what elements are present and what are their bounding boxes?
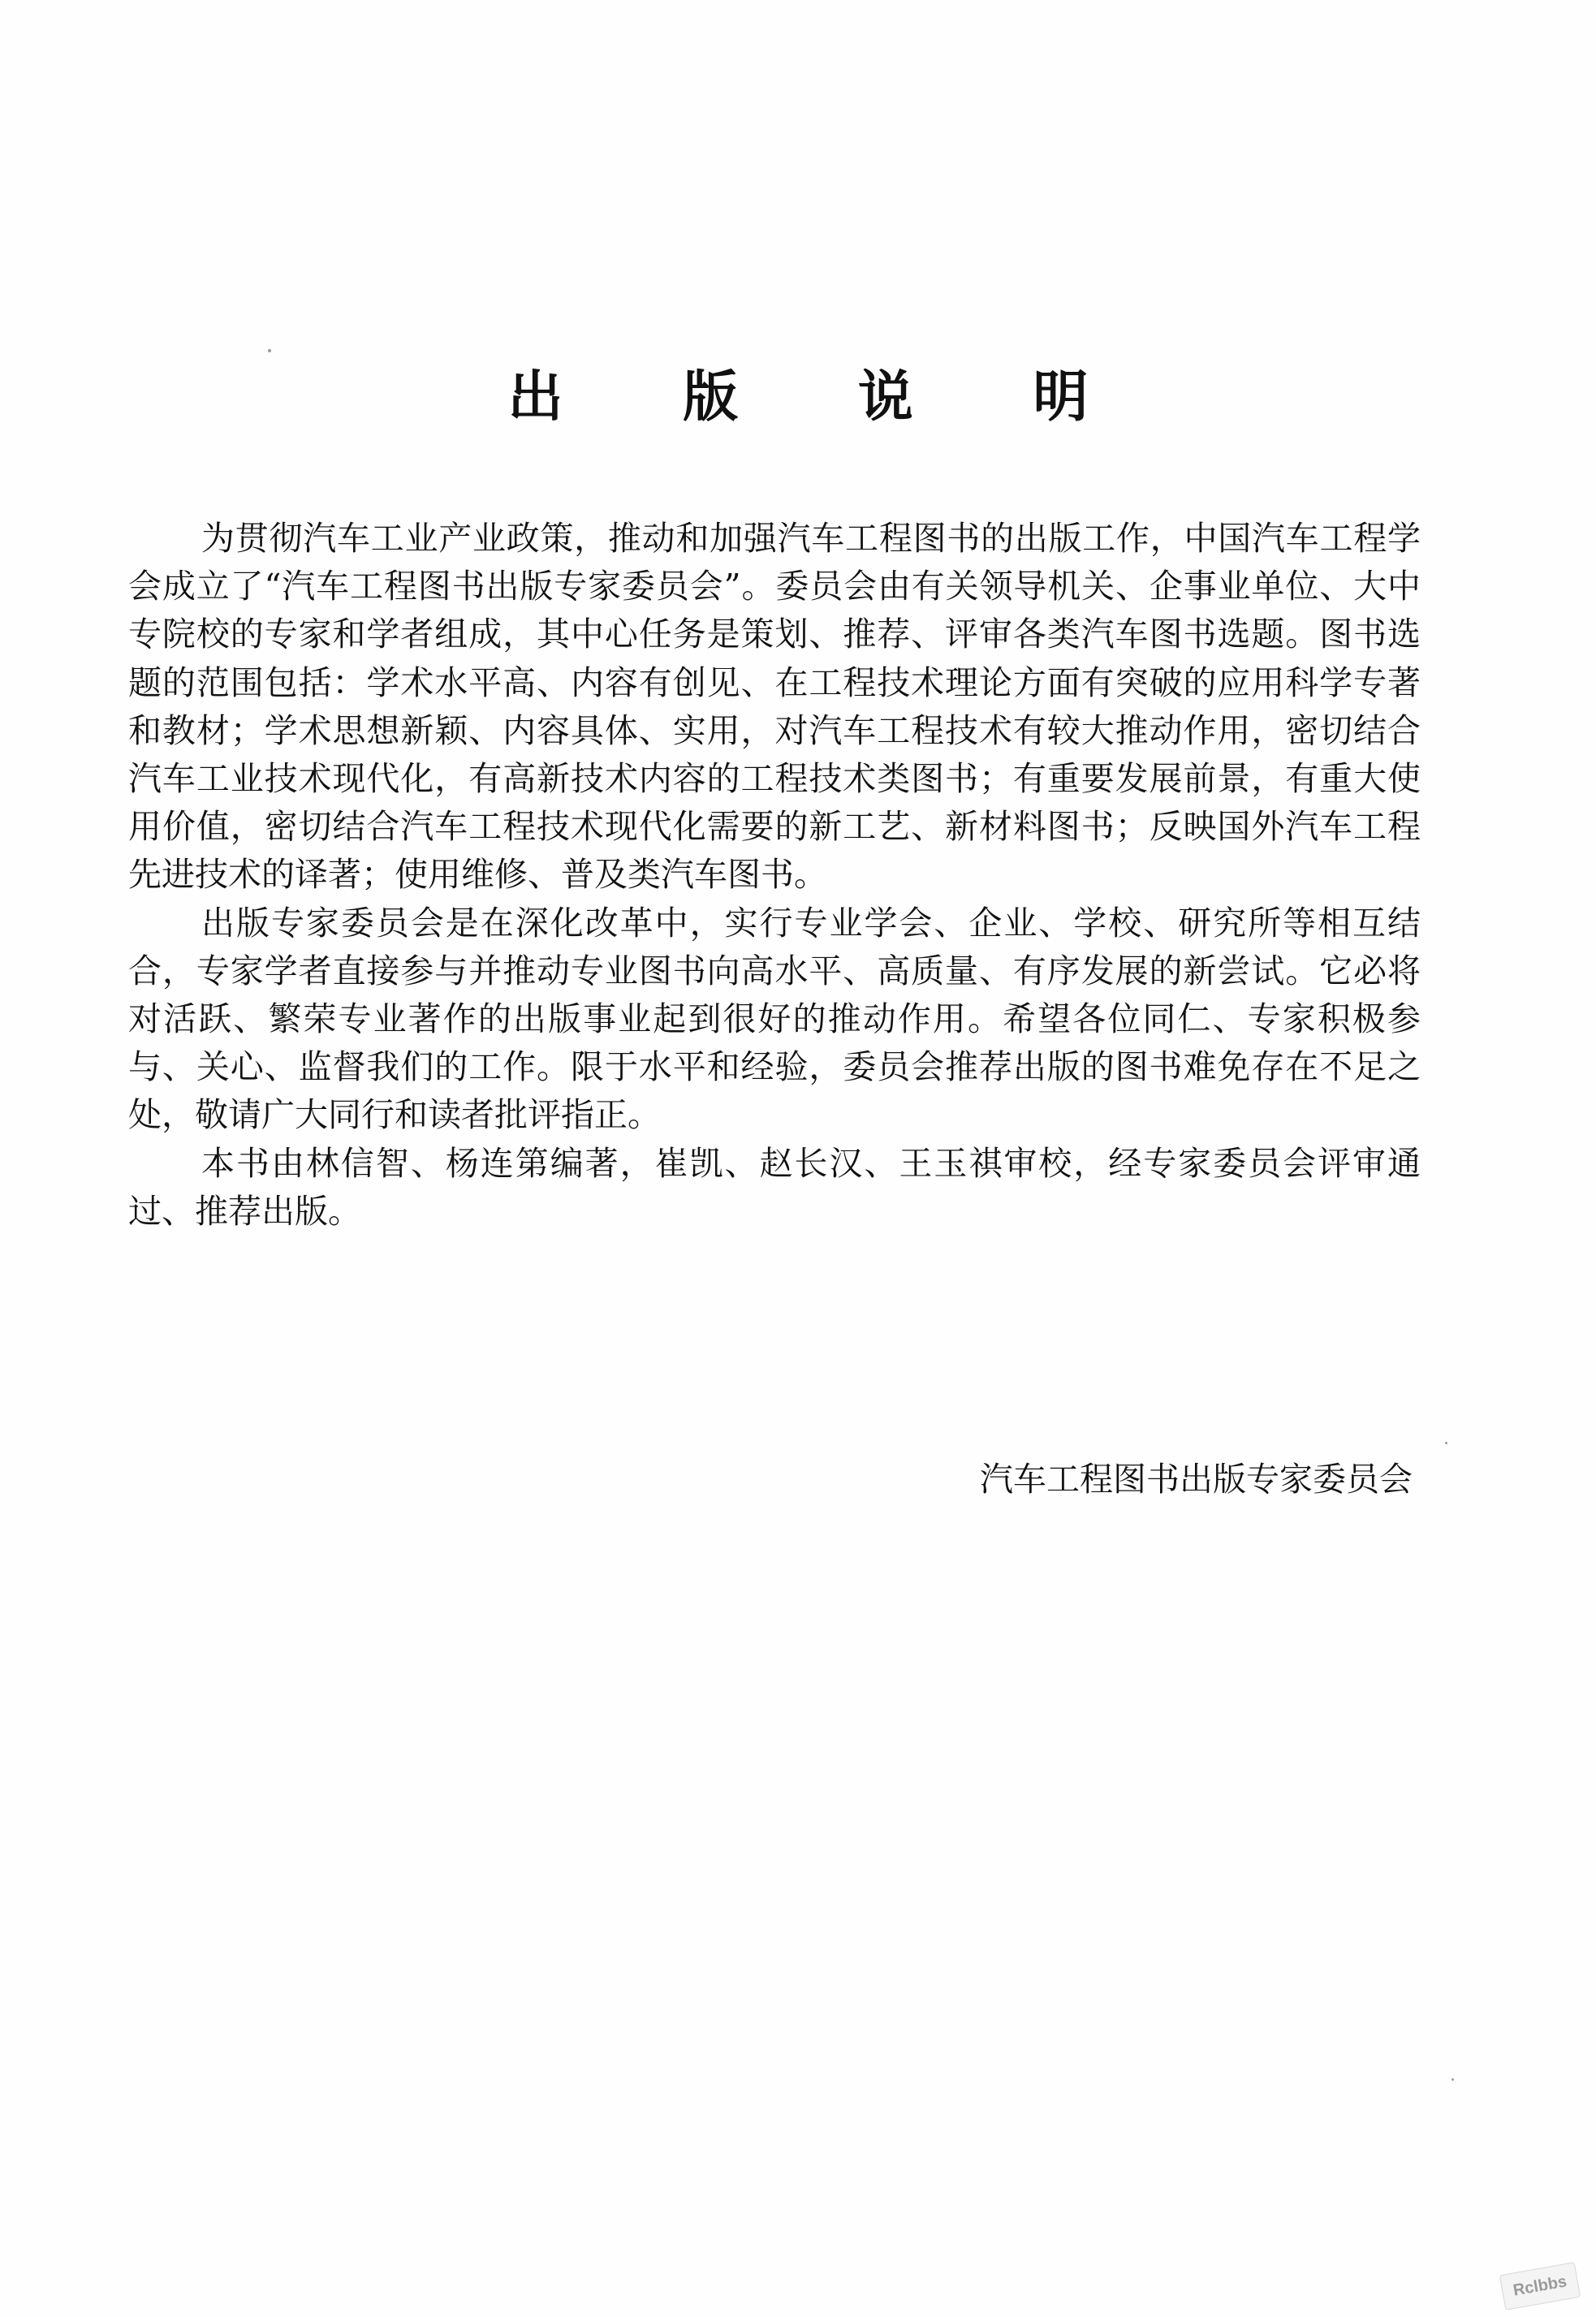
page-title: 出 版 说 明 bbox=[507, 365, 1139, 429]
scan-speck bbox=[1451, 2078, 1454, 2081]
watermark-logo: Rclbbs bbox=[1499, 2262, 1581, 2311]
paragraph-2: 出版专家委员会是在深化改革中，实行专业学会、企业、学校、研究所等相互结合，专家学者直接参与并推动专业图书向高水平、高质量、有序发展的新尝试。它必将对活跃、繁荣专业著作的出版事业起到很好的推动作用。希望各位同仁、专家积极参与、关心、监督我们的工作。限于水平和经验，委员会推荐出版的图书难免存在不足之处，敬请广大同行和读者批评指正。 bbox=[128, 903, 1421, 1135]
body-text bbox=[128, 515, 1421, 1236]
signature: 汽车工程图书出版专家委员会 bbox=[980, 1460, 1413, 1499]
paragraph-3: 本书由林信智、杨连第编著，崔凯、赵长汉、王玉祺审校，经专家委员会评审通过、推荐出版。 bbox=[128, 1143, 1421, 1231]
scan-speck bbox=[1445, 1442, 1447, 1444]
paragraph-1: 为贯彻汽车工业产业政策，推动和加强汽车工程图书的出版工作，中国汽车工程学会成立了“汽车工程图书出版专家委员会”。委员会由有关领导机关、企事业单位、大中专院校的专家和学者组成，其中心任务是策划、推荐、评审各类汽车图书选题。图书选题的范围包括：学术水平高、内容有创见、在工程技术理论方面有突破的应用科学专著和教材；学术思想新颖、内容具体、实用，对汽车工程技术有较大推动作用，密切结合汽车工业技术现代化，有高新技术内容的工程技术类图书；有重要发展前景，有重大使用价值，密切结合汽车工程技术现代化需要的新工艺、新材料图书；反映国外汽车工程先进技术的译著；使用维修、普及类汽车图书。 bbox=[128, 519, 1421, 895]
scan-speck bbox=[268, 349, 271, 352]
